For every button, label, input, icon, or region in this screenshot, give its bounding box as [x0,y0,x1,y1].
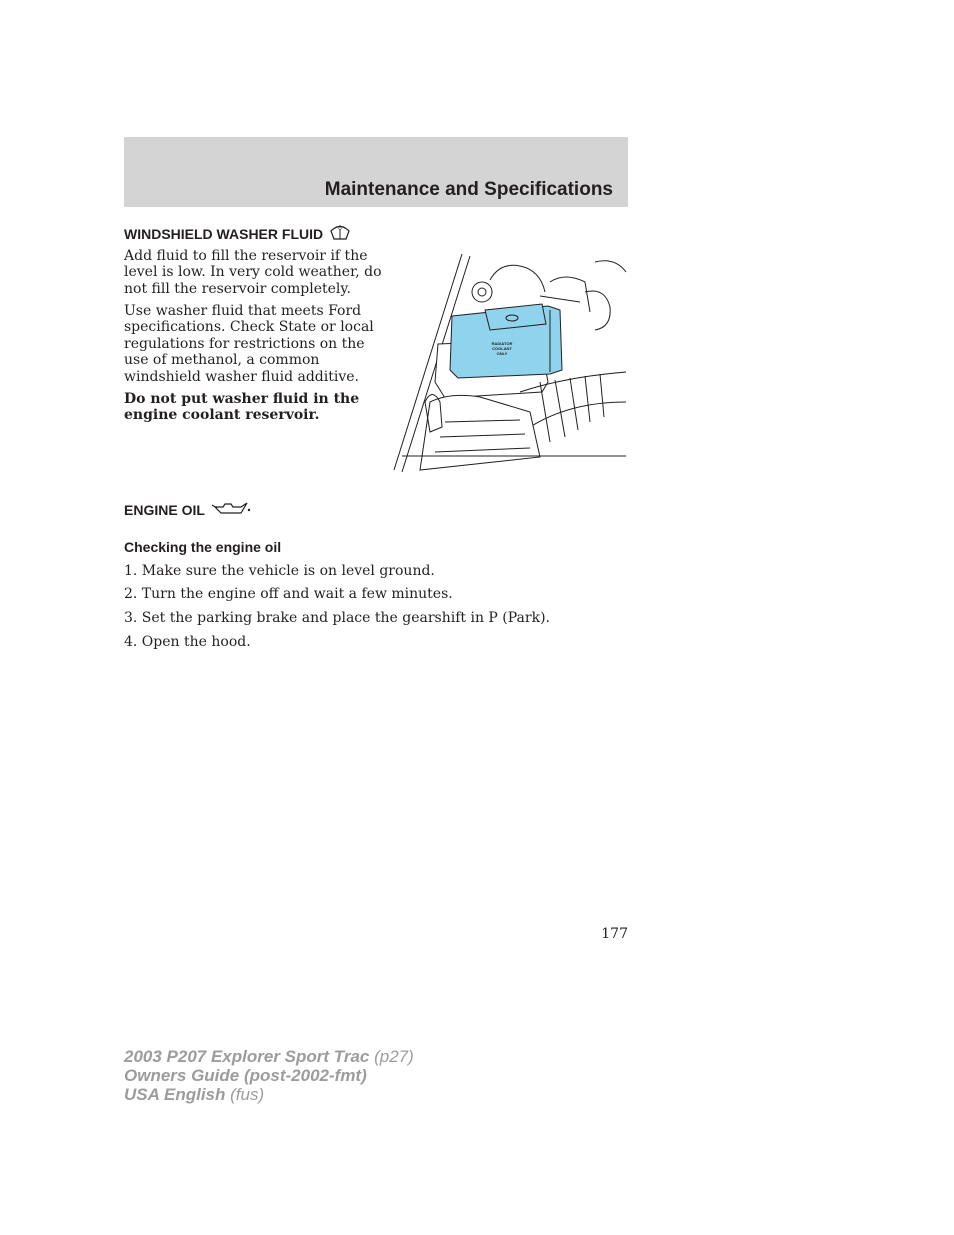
page-title: Maintenance and Specifications [324,179,613,200]
header-band [124,137,628,207]
oil-can-icon [211,500,251,519]
footer-language-code: (fus) [230,1085,265,1104]
washer-warning: Do not put washer fluid in the engine coolant reservoir. [124,391,360,424]
oil-subheading: Checking the engine oil [124,539,282,555]
oil-section-heading [124,500,251,519]
footer-language: USA English [124,1085,226,1104]
washer-paragraph-1: Add fluid to fill the reservoir if the level is low. In very cold weather, do not fill the reservoir completely. [124,248,382,297]
list-item: 2. Turn the engine off and wait a few minutes. [124,586,453,602]
page-number: 177 [601,926,628,942]
figure-label-line-2: COOLANT [492,346,512,351]
footer-line-3 [124,1085,414,1104]
footer-model-code: (p27) [374,1047,414,1066]
list-item: 1. Make sure the vehicle is on level ground. [124,563,435,579]
footer-line-2: Owners Guide (post-2002-fmt) [124,1066,367,1085]
windshield-washer-icon [329,222,351,245]
washer-section-heading [124,222,351,245]
washer-paragraph-2: Use washer fluid that meets Ford specifications. Check State or local regulations for restrictions on the use of methanol, a common windshield washer fluid additive. [124,303,374,385]
list-item: 3. Set the parking brake and place the gearshift in P (Park). [124,610,550,626]
footer [124,1047,414,1104]
figure-label-line-3: ONLY [496,351,508,356]
washer-heading-text: WINDSHIELD WASHER FLUID [124,225,324,242]
oil-heading-text: ENGINE OIL [124,501,205,518]
footer-model: 2003 P207 Explorer Sport Trac [124,1047,370,1066]
list-item: 4. Open the hood. [124,634,251,650]
footer-line-1 [124,1047,414,1066]
engine-compartment-illustration [390,252,628,478]
figure-label-line-1: RADIATOR [491,341,513,346]
